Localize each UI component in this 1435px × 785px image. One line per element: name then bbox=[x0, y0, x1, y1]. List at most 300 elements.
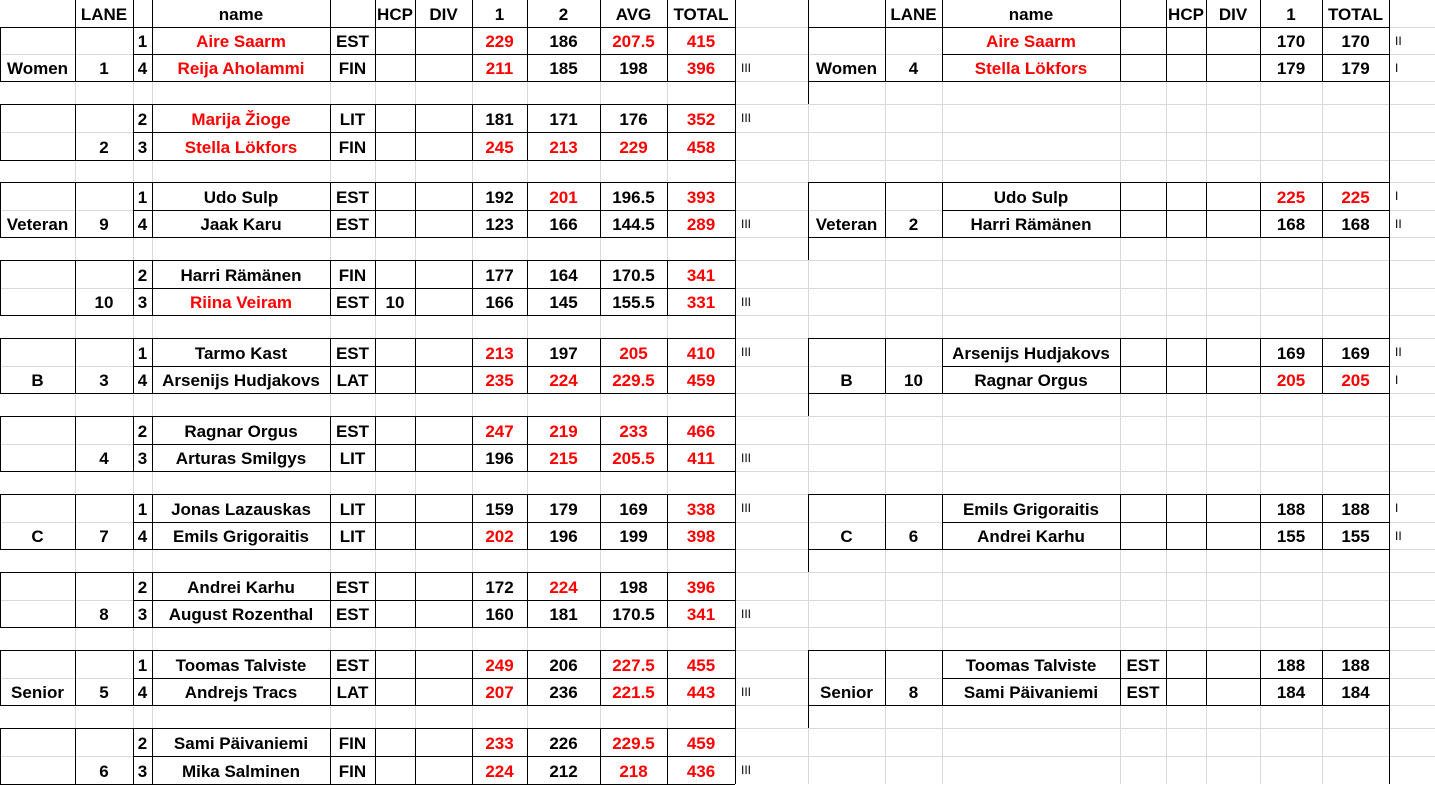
player-country[interactable]: EST bbox=[335, 32, 370, 51]
header-hcp[interactable]: HCP bbox=[377, 5, 413, 24]
player-div[interactable] bbox=[415, 104, 472, 132]
lane-number-right[interactable]: 6 bbox=[908, 527, 919, 546]
player-hcp[interactable] bbox=[375, 678, 415, 705]
player-name-right[interactable]: Ragnar Orgus bbox=[974, 371, 1088, 390]
player-country-right[interactable] bbox=[1120, 522, 1166, 549]
total-score[interactable]: 443 bbox=[686, 683, 716, 702]
average-score[interactable]: 170.5 bbox=[612, 266, 655, 285]
total-score[interactable]: 410 bbox=[686, 344, 716, 363]
average-score[interactable]: 229 bbox=[619, 138, 648, 157]
game-2-score[interactable]: 215 bbox=[549, 449, 578, 468]
lane-number-right[interactable]: 2 bbox=[908, 215, 919, 234]
total-score-right[interactable]: 205 bbox=[1341, 371, 1370, 390]
total-score[interactable]: 398 bbox=[686, 527, 716, 546]
player-position[interactable]: 3 bbox=[137, 138, 148, 157]
rank-tally-mark-right[interactable]: II bbox=[1395, 345, 1402, 359]
player-div[interactable] bbox=[415, 182, 472, 210]
division-label-right[interactable]: B bbox=[840, 371, 853, 390]
grid-line bbox=[808, 549, 809, 572]
player-name-right[interactable]: Arsenijs Hudjakovs bbox=[952, 344, 1110, 363]
rank-tally-mark-right[interactable]: II bbox=[1395, 33, 1402, 48]
total-score[interactable]: 331 bbox=[686, 293, 716, 312]
player-country-right[interactable] bbox=[1120, 27, 1166, 54]
game-2-score[interactable]: 224 bbox=[549, 578, 578, 597]
lane-number[interactable]: 7 bbox=[99, 527, 109, 546]
header-hcp-right[interactable]: HCP bbox=[1168, 5, 1204, 24]
game-2-score[interactable]: 196 bbox=[549, 527, 578, 546]
game-1-score-right[interactable]: 225 bbox=[1276, 188, 1306, 207]
game-1-score[interactable]: 177 bbox=[485, 266, 514, 285]
total-score[interactable]: 341 bbox=[686, 605, 716, 624]
player-country[interactable]: FIN bbox=[338, 762, 367, 781]
average-score[interactable]: 196.5 bbox=[612, 188, 655, 207]
game-1-score[interactable]: 233 bbox=[485, 734, 514, 753]
player-country[interactable]: EST bbox=[335, 293, 370, 312]
game-1-score[interactable]: 192 bbox=[485, 188, 514, 207]
player-name[interactable]: August Rozenthal bbox=[168, 605, 314, 624]
player-country[interactable]: FIN bbox=[338, 138, 367, 157]
total-score[interactable]: 459 bbox=[686, 734, 716, 753]
lane-number[interactable]: 4 bbox=[99, 449, 109, 468]
game-1-score[interactable]: 245 bbox=[485, 138, 514, 157]
player-hcp[interactable] bbox=[375, 756, 415, 784]
division-label[interactable]: C bbox=[31, 527, 44, 546]
game-1-score[interactable]: 211 bbox=[485, 59, 514, 78]
average-score[interactable]: 169 bbox=[619, 500, 648, 519]
lane-number[interactable]: 9 bbox=[99, 215, 109, 234]
game-2-score[interactable]: 164 bbox=[549, 266, 578, 285]
player-country[interactable]: FIN bbox=[338, 734, 367, 753]
lane-number[interactable]: 1 bbox=[99, 59, 109, 78]
game-1-score-right[interactable]: 169 bbox=[1276, 344, 1306, 363]
header-game-1[interactable]: 1 bbox=[494, 5, 505, 24]
game-1-score[interactable]: 160 bbox=[485, 605, 514, 624]
player-country-right[interactable]: EST bbox=[1126, 683, 1160, 702]
grid-line bbox=[808, 81, 809, 104]
total-score-right[interactable]: 188 bbox=[1341, 656, 1370, 675]
grid-line bbox=[735, 81, 736, 104]
grid-line bbox=[0, 260, 1, 315]
total-score-right[interactable]: 170 bbox=[1341, 32, 1370, 51]
rank-tally-mark[interactable]: III bbox=[741, 345, 752, 359]
player-name[interactable]: Mika Salminen bbox=[181, 762, 301, 781]
player-hcp[interactable] bbox=[375, 104, 415, 132]
rank-tally-mark[interactable]: III bbox=[741, 111, 752, 125]
total-score-right[interactable]: 225 bbox=[1341, 188, 1370, 207]
division-label-right[interactable]: Senior bbox=[820, 683, 873, 702]
player-position[interactable]: 2 bbox=[137, 266, 148, 285]
total-score[interactable]: 396 bbox=[686, 578, 716, 597]
player-name[interactable]: Ragnar Orgus bbox=[184, 422, 298, 441]
player-hcp[interactable] bbox=[375, 494, 415, 522]
lane-number[interactable]: 2 bbox=[99, 138, 109, 157]
total-score[interactable]: 393 bbox=[686, 188, 716, 207]
lane-number[interactable]: 6 bbox=[99, 762, 109, 781]
player-name[interactable]: Jonas Lazauskas bbox=[171, 500, 311, 519]
game-2-score[interactable]: 213 bbox=[549, 138, 578, 157]
average-score[interactable]: 205 bbox=[619, 344, 648, 363]
average-score[interactable]: 198 bbox=[619, 578, 648, 597]
game-1-score-right[interactable]: 170 bbox=[1276, 32, 1306, 51]
game-1-score-right[interactable]: 205 bbox=[1276, 371, 1306, 390]
game-2-score[interactable]: 206 bbox=[549, 656, 578, 675]
game-1-score[interactable]: 247 bbox=[485, 422, 514, 441]
game-1-score-right[interactable]: 155 bbox=[1276, 527, 1306, 546]
player-div[interactable] bbox=[415, 416, 472, 444]
total-score[interactable]: 459 bbox=[686, 371, 716, 390]
lane-number[interactable]: 3 bbox=[99, 371, 109, 390]
game-2-score[interactable]: 224 bbox=[549, 371, 578, 390]
player-country[interactable]: LIT bbox=[339, 527, 366, 546]
player-div[interactable] bbox=[415, 678, 472, 705]
game-1-score-right[interactable]: 179 bbox=[1276, 59, 1306, 78]
rank-tally-mark-right[interactable]: I bbox=[1395, 372, 1399, 387]
game-2-score[interactable]: 212 bbox=[549, 762, 578, 781]
player-hcp[interactable] bbox=[375, 54, 415, 81]
player-position[interactable]: 2 bbox=[137, 578, 148, 597]
player-name[interactable]: Marija Žioge bbox=[191, 110, 291, 129]
grid-line bbox=[1206, 27, 1207, 81]
total-score[interactable]: 415 bbox=[686, 32, 716, 51]
header-avg[interactable]: AVG bbox=[615, 5, 652, 24]
player-name[interactable]: Jaak Karu bbox=[200, 215, 282, 234]
grid-line bbox=[735, 627, 736, 650]
average-score[interactable]: 218 bbox=[619, 762, 648, 781]
average-score[interactable]: 176 bbox=[619, 110, 648, 129]
grid-line bbox=[0, 416, 1, 471]
game-1-score[interactable]: 123 bbox=[485, 215, 514, 234]
player-name[interactable]: Aire Saarm bbox=[196, 32, 286, 51]
rank-tally-mark-right[interactable]: I bbox=[1395, 189, 1399, 203]
player-name-right[interactable]: Toomas Talviste bbox=[965, 656, 1097, 675]
rank-tally-mark[interactable]: III bbox=[741, 216, 752, 231]
player-div[interactable] bbox=[415, 728, 472, 756]
grid-line bbox=[1389, 549, 1390, 650]
rank-tally-mark-right[interactable]: I bbox=[1395, 60, 1399, 75]
player-name[interactable]: Udo Sulp bbox=[203, 188, 279, 207]
player-country[interactable]: LIT bbox=[339, 449, 366, 468]
player-name-right[interactable]: Harri Rämänen bbox=[970, 215, 1092, 234]
player-div[interactable] bbox=[415, 650, 472, 678]
total-score-right[interactable]: 169 bbox=[1341, 344, 1370, 363]
header-game-2[interactable]: 2 bbox=[558, 5, 569, 24]
player-name[interactable]: Stella Lökfors bbox=[184, 138, 298, 157]
average-score[interactable]: 205.5 bbox=[612, 449, 655, 468]
lane-number[interactable]: 8 bbox=[99, 605, 109, 624]
player-hcp[interactable] bbox=[375, 572, 415, 600]
average-score[interactable]: 227.5 bbox=[612, 656, 655, 675]
division-label[interactable]: B bbox=[31, 371, 44, 390]
player-hcp[interactable] bbox=[375, 338, 415, 366]
player-country[interactable]: EST bbox=[335, 656, 370, 675]
player-country-right[interactable]: EST bbox=[1126, 656, 1160, 675]
total-score[interactable]: 458 bbox=[686, 138, 716, 157]
header-lane[interactable]: LANE bbox=[80, 5, 128, 24]
total-score[interactable]: 341 bbox=[686, 266, 716, 285]
division-label-right[interactable]: Women bbox=[815, 59, 878, 78]
player-position[interactable]: 4 bbox=[137, 683, 148, 702]
game-1-score[interactable]: 166 bbox=[485, 293, 514, 312]
lane-number[interactable]: 5 bbox=[99, 683, 109, 702]
player-name[interactable]: Andrejs Tracs bbox=[184, 683, 298, 702]
grid-line bbox=[1389, 237, 1390, 338]
player-name-right[interactable]: Aire Saarm bbox=[986, 32, 1076, 51]
game-2-score[interactable]: 186 bbox=[549, 32, 578, 51]
average-score[interactable]: 199 bbox=[619, 527, 648, 546]
total-score-right[interactable]: 168 bbox=[1341, 215, 1370, 234]
player-name[interactable]: Sami Päivaniemi bbox=[173, 734, 309, 753]
game-2-score[interactable]: 181 bbox=[549, 605, 578, 624]
game-1-score[interactable]: 249 bbox=[485, 656, 514, 675]
player-name[interactable]: Riina Veiram bbox=[189, 293, 293, 312]
game-1-score-right[interactable]: 188 bbox=[1276, 500, 1306, 519]
header-total[interactable]: TOTAL bbox=[673, 5, 729, 24]
player-country[interactable]: LAT bbox=[336, 371, 369, 390]
division-label-right[interactable]: C bbox=[840, 527, 853, 546]
total-score[interactable]: 338 bbox=[686, 500, 716, 519]
rank-tally-mark[interactable]: III bbox=[741, 450, 752, 465]
player-position[interactable]: 4 bbox=[137, 59, 148, 78]
player-country[interactable]: LIT bbox=[339, 500, 366, 519]
player-hcp[interactable] bbox=[375, 650, 415, 678]
player-name[interactable]: Arsenijs Hudjakovs bbox=[162, 371, 320, 390]
game-1-score-right[interactable]: 168 bbox=[1276, 215, 1306, 234]
player-position[interactable]: 3 bbox=[137, 762, 148, 781]
player-country[interactable]: EST bbox=[335, 422, 370, 441]
player-hcp[interactable] bbox=[375, 416, 415, 444]
player-div[interactable] bbox=[415, 494, 472, 522]
rank-tally-mark[interactable]: III bbox=[741, 294, 752, 309]
game-2-score[interactable]: 201 bbox=[549, 188, 578, 207]
player-hcp[interactable] bbox=[375, 522, 415, 549]
player-position[interactable]: 1 bbox=[137, 32, 148, 51]
grid-line bbox=[0, 728, 1, 784]
game-1-score[interactable]: 159 bbox=[485, 500, 514, 519]
rank-tally-mark-right[interactable]: I bbox=[1395, 501, 1399, 515]
average-score[interactable]: 198 bbox=[619, 59, 648, 78]
player-hcp[interactable] bbox=[375, 182, 415, 210]
rank-tally-mark-right[interactable]: II bbox=[1395, 216, 1402, 231]
game-1-score[interactable]: 224 bbox=[485, 762, 514, 781]
player-name-right[interactable]: Andrei Karhu bbox=[977, 527, 1085, 546]
player-position[interactable]: 4 bbox=[137, 527, 148, 546]
player-hcp[interactable] bbox=[375, 600, 415, 627]
average-score[interactable]: 233 bbox=[619, 422, 648, 441]
rank-tally-mark-right[interactable]: II bbox=[1395, 528, 1402, 543]
player-hcp[interactable] bbox=[375, 132, 415, 160]
player-div[interactable] bbox=[415, 288, 472, 315]
player-country[interactable]: FIN bbox=[338, 59, 367, 78]
player-country-right[interactable] bbox=[1120, 338, 1166, 366]
division-label[interactable]: Women bbox=[6, 59, 69, 78]
player-position[interactable]: 1 bbox=[137, 344, 148, 363]
total-score[interactable]: 436 bbox=[686, 762, 716, 781]
game-2-score[interactable]: 197 bbox=[549, 344, 578, 363]
header-div-right[interactable]: DIV bbox=[1218, 5, 1248, 24]
rank-tally-mark[interactable]: III bbox=[741, 763, 752, 777]
game-2-score[interactable]: 219 bbox=[549, 422, 578, 441]
player-name[interactable]: Toomas Talviste bbox=[175, 656, 307, 675]
player-country[interactable]: LIT bbox=[339, 110, 366, 129]
player-name-right[interactable]: Stella Lökfors bbox=[974, 59, 1088, 78]
game-2-score[interactable]: 171 bbox=[549, 110, 578, 129]
division-label-right[interactable]: Veteran bbox=[815, 215, 878, 234]
player-country-right[interactable] bbox=[1120, 210, 1166, 237]
rank-tally-mark[interactable]: III bbox=[741, 501, 752, 515]
average-score[interactable]: 207.5 bbox=[612, 32, 655, 51]
game-1-score[interactable]: 229 bbox=[485, 32, 514, 51]
grid-line bbox=[0, 572, 1, 627]
average-score[interactable]: 155.5 bbox=[612, 293, 655, 312]
player-country[interactable]: EST bbox=[335, 605, 370, 624]
grid-line bbox=[735, 471, 736, 494]
player-name-right[interactable]: Udo Sulp bbox=[993, 188, 1069, 207]
game-1-score[interactable]: 196 bbox=[485, 449, 514, 468]
grid-line bbox=[735, 705, 736, 728]
player-name[interactable]: Arturas Smilgys bbox=[175, 449, 307, 468]
grid-line bbox=[808, 237, 809, 260]
total-score[interactable]: 289 bbox=[686, 215, 716, 234]
grid-line bbox=[1206, 338, 1207, 393]
player-country[interactable]: EST bbox=[335, 578, 370, 597]
player-hcp[interactable] bbox=[375, 366, 415, 393]
game-1-score[interactable]: 213 bbox=[485, 344, 514, 363]
header-total-right[interactable]: TOTAL bbox=[1327, 5, 1384, 24]
grid-line bbox=[808, 0, 809, 27]
player-country-right[interactable] bbox=[1120, 366, 1166, 393]
lane-number[interactable]: 10 bbox=[94, 293, 114, 312]
player-name-right[interactable]: Emils Grigoraitis bbox=[962, 500, 1100, 519]
player-position[interactable]: 2 bbox=[137, 734, 148, 753]
game-1-score[interactable]: 202 bbox=[485, 527, 514, 546]
player-country[interactable]: FIN bbox=[338, 266, 367, 285]
player-country[interactable]: EST bbox=[335, 215, 370, 234]
grid-line bbox=[735, 549, 736, 572]
rank-tally-mark[interactable]: III bbox=[741, 60, 752, 75]
average-score[interactable]: 221.5 bbox=[612, 683, 655, 702]
player-hcp[interactable]: 10 bbox=[385, 293, 405, 312]
player-div[interactable] bbox=[415, 260, 472, 288]
game-2-score[interactable]: 226 bbox=[549, 734, 578, 753]
player-position[interactable]: 3 bbox=[137, 449, 148, 468]
player-hcp[interactable] bbox=[375, 728, 415, 756]
player-country-right[interactable] bbox=[1120, 54, 1166, 81]
player-country[interactable]: EST bbox=[335, 188, 370, 207]
player-hcp[interactable] bbox=[375, 260, 415, 288]
total-score[interactable]: 411 bbox=[687, 449, 715, 468]
player-position[interactable]: 3 bbox=[137, 293, 148, 312]
header-name[interactable]: name bbox=[218, 5, 264, 24]
player-div[interactable] bbox=[415, 210, 472, 237]
player-name[interactable]: Harri Rämänen bbox=[180, 266, 302, 285]
player-name[interactable]: Andrei Karhu bbox=[187, 578, 295, 597]
player-position[interactable]: 3 bbox=[137, 605, 148, 624]
lane-number-right[interactable]: 4 bbox=[908, 59, 919, 78]
player-name[interactable]: Emils Grigoraitis bbox=[172, 527, 310, 546]
grid-line bbox=[1206, 494, 1207, 549]
player-position[interactable]: 1 bbox=[137, 656, 148, 675]
grid-line bbox=[808, 393, 809, 416]
game-2-score[interactable]: 166 bbox=[549, 215, 578, 234]
game-2-score[interactable]: 179 bbox=[549, 500, 578, 519]
lane-number-right[interactable]: 8 bbox=[908, 683, 919, 702]
player-country-right[interactable] bbox=[1120, 494, 1166, 522]
player-hcp[interactable] bbox=[375, 444, 415, 471]
average-score[interactable]: 170.5 bbox=[612, 605, 655, 624]
grid-line bbox=[735, 315, 736, 338]
player-country-right[interactable] bbox=[1120, 182, 1166, 210]
total-score[interactable]: 455 bbox=[686, 656, 716, 675]
rank-tally-mark[interactable]: III bbox=[741, 606, 752, 621]
player-name[interactable]: Reija Aholammi bbox=[177, 59, 305, 78]
total-score-right[interactable]: 184 bbox=[1341, 683, 1370, 702]
grid-line bbox=[735, 160, 736, 182]
player-div[interactable] bbox=[415, 338, 472, 366]
player-div[interactable] bbox=[415, 27, 472, 54]
header-game-1-right[interactable]: 1 bbox=[1286, 5, 1296, 24]
player-position[interactable]: 1 bbox=[137, 500, 148, 519]
player-div[interactable] bbox=[415, 444, 472, 471]
player-div[interactable] bbox=[415, 572, 472, 600]
player-div[interactable] bbox=[415, 522, 472, 549]
game-2-score[interactable]: 145 bbox=[549, 293, 578, 312]
total-score[interactable]: 466 bbox=[686, 422, 716, 441]
player-hcp[interactable] bbox=[375, 210, 415, 237]
game-1-score[interactable]: 172 bbox=[485, 578, 514, 597]
total-score-right[interactable]: 188 bbox=[1341, 500, 1370, 519]
player-div[interactable] bbox=[415, 366, 472, 393]
header-div[interactable]: DIV bbox=[429, 5, 458, 24]
player-position[interactable]: 4 bbox=[137, 371, 148, 390]
game-1-score-right[interactable]: 188 bbox=[1276, 656, 1306, 675]
lane-number-right[interactable]: 10 bbox=[904, 371, 923, 390]
player-name[interactable]: Tarmo Kast bbox=[194, 344, 288, 363]
player-position[interactable]: 1 bbox=[137, 188, 148, 207]
player-div[interactable] bbox=[415, 132, 472, 160]
player-div[interactable] bbox=[415, 600, 472, 627]
total-score-right[interactable]: 155 bbox=[1341, 527, 1370, 546]
header-lane-right[interactable]: LANE bbox=[890, 5, 937, 24]
average-score[interactable]: 144.5 bbox=[612, 215, 655, 234]
game-1-score[interactable]: 235 bbox=[485, 371, 514, 390]
player-position[interactable]: 2 bbox=[137, 110, 148, 129]
division-label[interactable]: Senior bbox=[11, 683, 64, 702]
player-position[interactable]: 4 bbox=[137, 215, 148, 234]
player-country[interactable]: EST bbox=[335, 344, 370, 363]
rank-tally-mark[interactable]: III bbox=[741, 684, 752, 699]
player-div[interactable] bbox=[415, 54, 472, 81]
header-name-right[interactable]: name bbox=[1008, 5, 1054, 24]
player-name-right[interactable]: Sami Päivaniemi bbox=[963, 683, 1099, 702]
total-score-right[interactable]: 179 bbox=[1341, 59, 1370, 78]
game-2-score[interactable]: 236 bbox=[549, 683, 578, 702]
player-position[interactable]: 2 bbox=[137, 422, 148, 441]
game-2-score[interactable]: 185 bbox=[549, 59, 578, 78]
average-score[interactable]: 229.5 bbox=[612, 371, 655, 390]
total-score[interactable]: 352 bbox=[686, 110, 716, 129]
grid-line bbox=[1389, 393, 1390, 494]
game-1-score[interactable]: 207 bbox=[485, 683, 514, 702]
player-country[interactable]: LAT bbox=[336, 683, 369, 702]
grid-line bbox=[808, 705, 809, 728]
game-1-score[interactable]: 181 bbox=[485, 110, 514, 129]
player-hcp[interactable] bbox=[375, 27, 415, 54]
game-1-score-right[interactable]: 184 bbox=[1276, 683, 1306, 702]
division-label[interactable]: Veteran bbox=[6, 215, 69, 234]
total-score[interactable]: 396 bbox=[686, 59, 716, 78]
player-div[interactable] bbox=[415, 756, 472, 784]
average-score[interactable]: 229.5 bbox=[612, 734, 655, 753]
